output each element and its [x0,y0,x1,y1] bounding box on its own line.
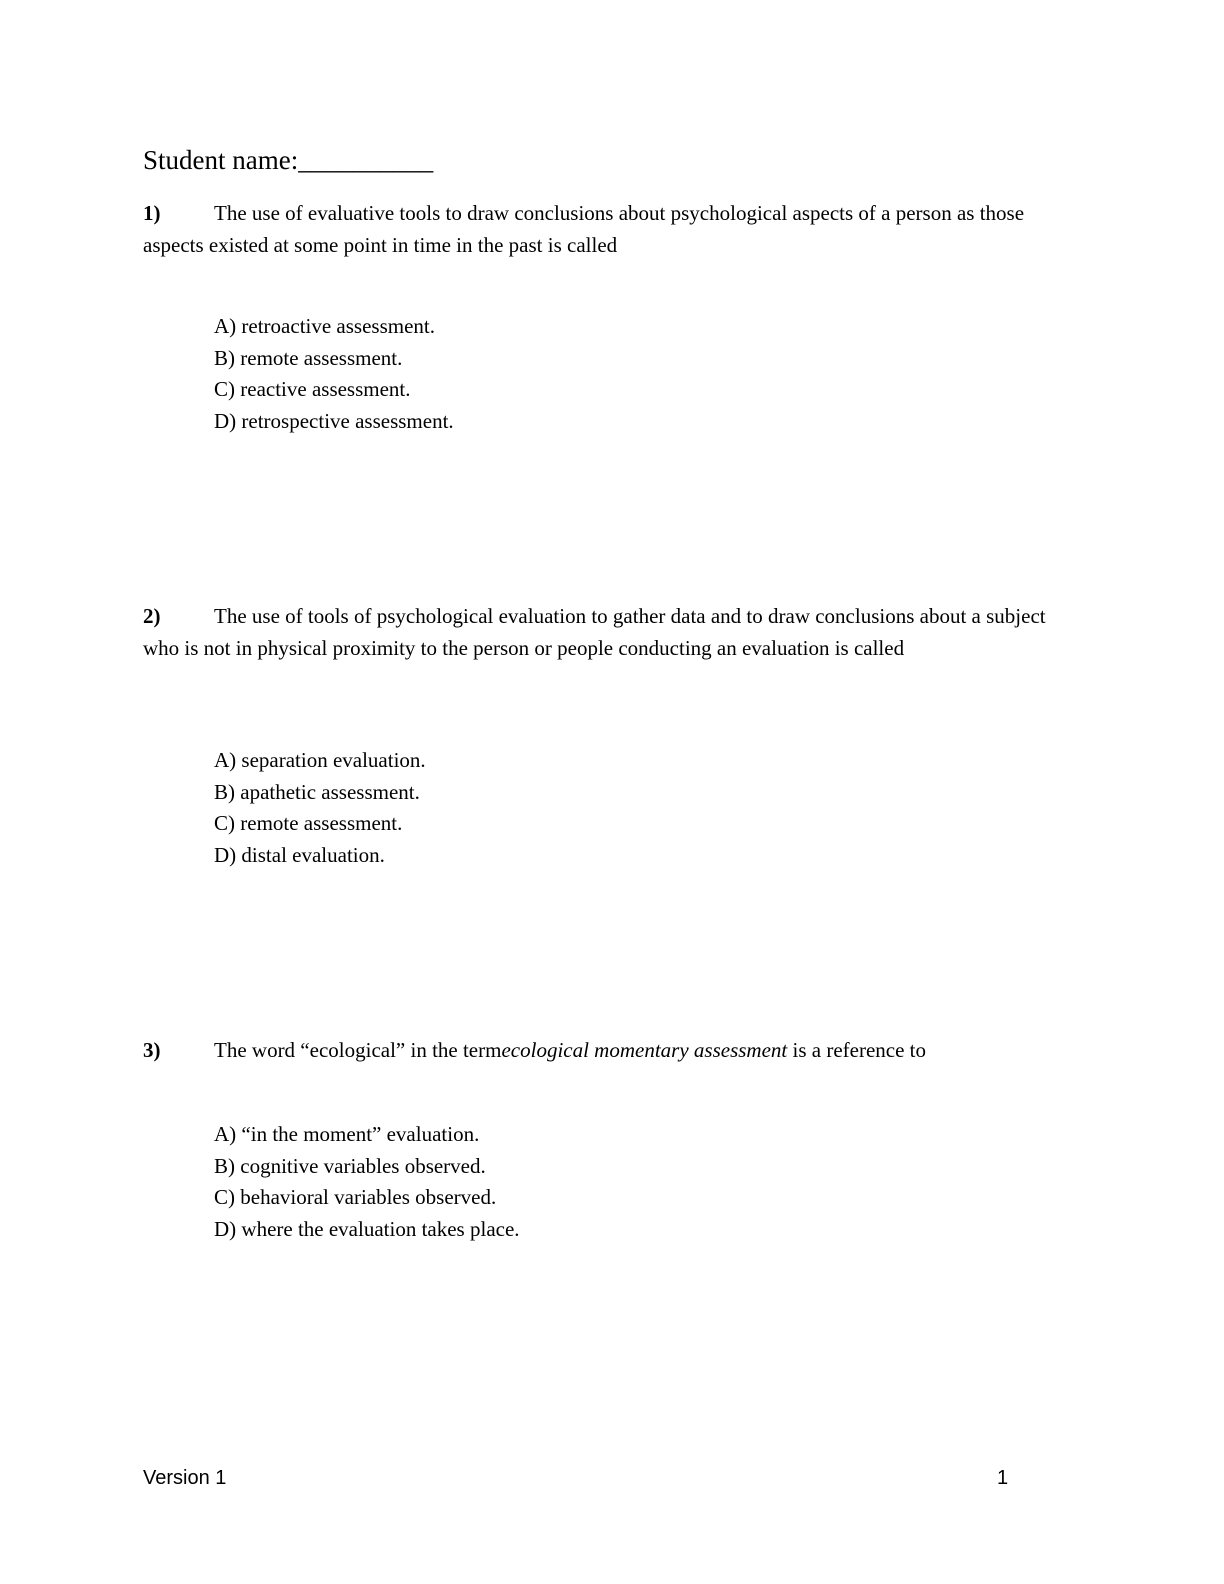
answer-choice: C) reactive assessment. [214,377,411,401]
question-stem-term: ecological momentary assessment [501,1038,788,1062]
question-3 [143,1035,1083,1067]
answer-choices-2 [214,745,426,871]
question-stem: The use of evaluative tools to draw conclusions about psychological aspects of a person as those aspects existed at some point in time in the past is called [143,201,1025,257]
question-stem-after: is a reference to [787,1038,926,1062]
footer-version: Version 1 [143,1467,227,1489]
answer-choice: C) remote assessment. [214,811,403,835]
student-name-line [143,142,433,178]
question-stem [214,1038,926,1062]
answer-choice: D) retrospective assessment. [214,408,454,433]
answer-choice: A) retroactive assessment. [214,314,436,338]
answer-choice: B) cognitive variables observed. [214,1153,486,1178]
answer-choice: D) where the evaluation takes place. [214,1216,520,1241]
answer-choices-3 [214,1119,520,1245]
question-stem-before: The word “ecological” in the term [214,1038,502,1062]
answer-choice: B) apathetic assessment. [214,779,420,804]
answer-choice: C) behavioral variables observed. [214,1185,497,1209]
question-2 [143,601,1083,664]
answer-choice: D) distal evaluation. [214,842,385,867]
question-1 [143,198,1083,261]
answer-choice: B) remote assessment. [214,345,403,370]
footer-page-number: 1 [997,1467,1009,1489]
answer-choice: A) separation evaluation. [214,748,426,772]
answer-choices-1 [214,311,454,437]
answer-choice: A) “in the moment” evaluation. [214,1122,480,1146]
student-name-blank: __________ [298,145,434,175]
question-stem: The use of tools of psychological evaluation to gather data and to draw conclusions about a subject who is not in physical proximity to the person or people conducting an evaluation is called [143,604,1046,660]
question-number: 1) [143,201,161,225]
student-name-label: Student name: [143,145,299,175]
question-number: 2) [143,604,161,628]
question-number: 3) [143,1038,161,1062]
